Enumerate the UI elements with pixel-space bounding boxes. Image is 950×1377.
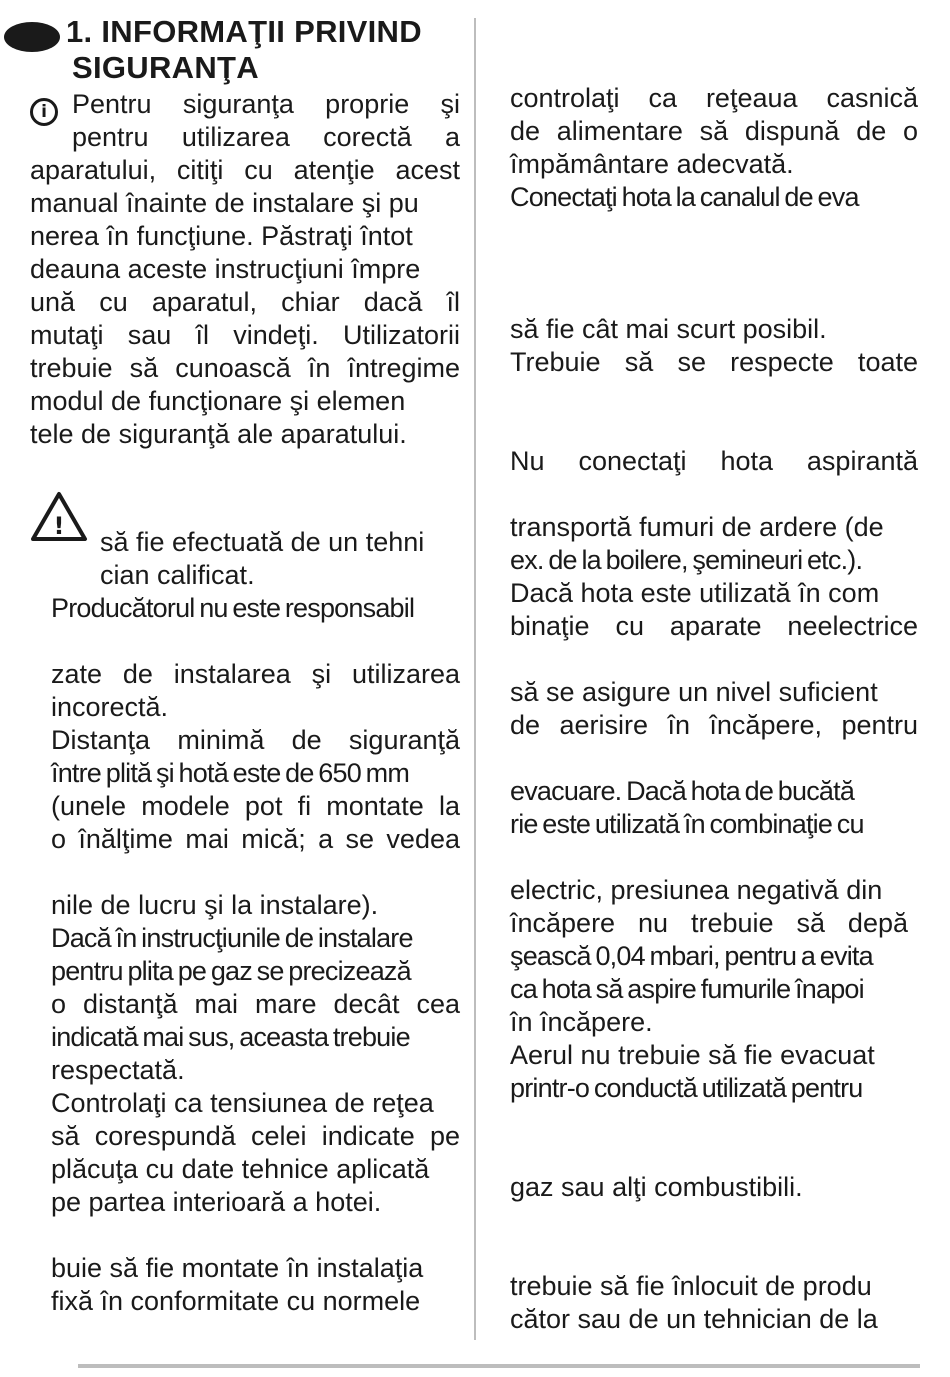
right-line: împământare adecvată. <box>510 149 794 179</box>
body-line: Controlaţi ca tensiunea de reţea <box>51 1088 434 1118</box>
body-line: Producătorul nu este responsabil <box>51 593 415 623</box>
section-heading <box>66 14 422 86</box>
warning-line: cian calificat. <box>100 560 255 590</box>
right-line: controlaţi ca reţeaua casnică <box>510 83 918 113</box>
intro-line: deauna aceste instrucţiuni împre <box>30 254 421 284</box>
body-line: buie să fie montate în instalaţia <box>51 1253 424 1283</box>
intro-line: modul de funcţionare şi elemen <box>30 386 406 416</box>
intro-line: nerea în funcţiune. Păstraţi întot <box>30 221 413 251</box>
right-line: Conectaţi hota la canalul de eva <box>510 182 859 212</box>
right-line: Trebuie să se respecte toate <box>510 347 918 377</box>
section-badge <box>4 22 60 52</box>
body-line: pentru plita pe gaz se precizează <box>51 956 411 986</box>
right-line: încăpere nu trebuie să depă <box>510 908 908 938</box>
svg-text:!: ! <box>53 512 65 540</box>
right-line: Dacă hota este utilizată în com <box>510 578 880 608</box>
column-divider <box>474 18 476 1340</box>
intro-line: pentru utilizarea corectă a <box>72 122 460 152</box>
warning-triangle-icon <box>30 490 88 542</box>
body-line: (unele modele pot fi montate la <box>51 791 460 821</box>
body-line: Distanţa minimă de siguranţă <box>51 725 460 755</box>
right-line: ex. de la boilere, şemineuri etc.). <box>510 545 863 575</box>
body-line: incorectă. <box>51 692 169 722</box>
body-line: fixă în conformitate cu normele <box>51 1286 421 1316</box>
body-line: Dacă în instrucţiunile de instalare <box>51 923 413 953</box>
right-line: ca hota să aspire fumurile înapoi <box>510 974 864 1004</box>
warning-line: să fie efectuată de un tehni <box>100 527 425 557</box>
body-line: indicată mai sus, aceasta trebuie <box>51 1022 410 1052</box>
intro-line: ună cu aparatul, chiar dacă îl <box>30 287 460 317</box>
intro-line: manual înainte de instalare şi pu <box>30 188 419 218</box>
right-line: evacuare. Dacă hota de bucătă <box>510 776 855 806</box>
section-title-line2: SIGURANŢA <box>72 50 259 85</box>
body-line: respectată. <box>51 1055 185 1085</box>
right-line: să se asigure un nivel suficient <box>510 677 878 707</box>
intro-line: trebuie să cunoască în întregime <box>30 353 460 383</box>
right-line: printr-o conductă utilizată pentru <box>510 1073 863 1103</box>
right-line: Aerul nu trebuie să fie evacuat <box>510 1040 875 1070</box>
right-line: binaţie cu aparate neelectrice <box>510 611 918 641</box>
body-line: nile de lucru şi la instalare). <box>51 890 379 920</box>
right-line: cător sau de un tehnician de la <box>510 1304 878 1334</box>
right-line: rie este utilizată în combinaţie cu <box>510 809 864 839</box>
intro-line: aparatului, citiţi cu atenţie acest <box>30 155 460 185</box>
bottom-rule <box>78 1364 920 1368</box>
right-line: transportă fumuri de ardere (de <box>510 512 884 542</box>
body-line: o distanţă mai mare decât cea <box>51 989 460 1019</box>
intro-line: Pentru siguranţa proprie şi <box>72 89 460 119</box>
right-line: gaz sau alţi combustibili. <box>510 1172 803 1202</box>
body-line: pe partea interioară a hotei. <box>51 1187 382 1217</box>
intro-line: mutaţi sau îl vindeţi. Utilizatorii <box>30 320 460 350</box>
right-line: electric, presiunea negativă din <box>510 875 883 905</box>
intro-line: tele de siguranţă ale aparatului. <box>30 419 407 449</box>
right-line: Nu conectaţi hota aspirantă <box>510 446 918 476</box>
body-line: o înălţime mai mică; a se vedea <box>51 824 460 854</box>
right-line: de alimentare să dispună de o <box>510 116 918 146</box>
right-line: trebuie să fie înlocuit de produ <box>510 1271 872 1301</box>
body-line: zate de instalarea şi utilizarea <box>51 659 460 689</box>
body-line: plăcuţa cu date tehnice aplicată <box>51 1154 430 1184</box>
info-circle-icon: i <box>30 98 58 126</box>
right-line: şească 0,04 mbari, pentru a evita <box>510 941 873 971</box>
body-line: între plită şi hotă este de 650 mm <box>51 758 410 788</box>
right-line: de aerisire în încăpere, pentru <box>510 710 918 740</box>
section-title-line1: 1. INFORMAŢII PRIVIND <box>66 14 422 49</box>
right-line: să fie cât mai scurt posibil. <box>510 314 827 344</box>
body-line: să corespundă celei indicate pe <box>51 1121 460 1151</box>
right-line: în încăpere. <box>510 1007 653 1037</box>
